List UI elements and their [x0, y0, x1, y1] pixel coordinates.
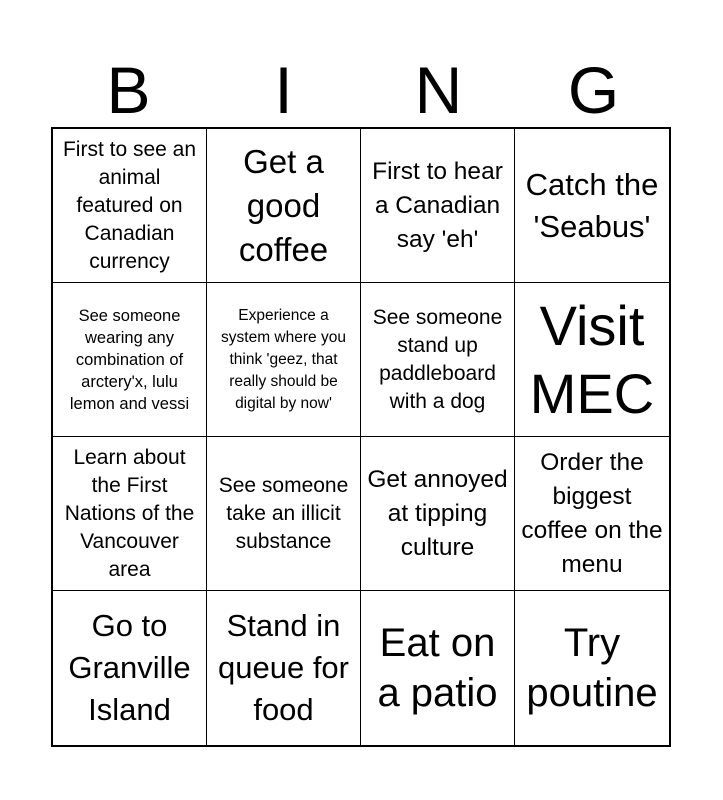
bingo-cell-r4-c2[interactable] [207, 591, 361, 745]
bingo-cell-r3-c2[interactable] [207, 437, 361, 591]
bingo-cell-text: Order the biggest coffee on the menu [521, 448, 663, 578]
bingo-cell-text: Eat on a patio [377, 621, 498, 715]
bingo-cell-r2-c3[interactable] [361, 283, 515, 437]
bingo-cell-r2-c2[interactable] [207, 283, 361, 437]
bingo-cell-text: Go to Granville Island [68, 608, 191, 727]
bingo-cell-text: See someone wearing any combination of arctery'x, lulu lemon and vessi [69, 306, 190, 413]
bingo-cell-text: See someone stand up paddleboard with a dog [372, 305, 503, 413]
bingo-header [51, 52, 671, 128]
bingo-cell-r1-c1[interactable] [53, 129, 207, 283]
bingo-cell-r3-c3[interactable] [361, 437, 515, 591]
bingo-cell-r4-c3[interactable] [361, 591, 515, 745]
bingo-cell-text: See someone take an illicit substance [218, 473, 349, 553]
bingo-cell-text: Experience a system where you think 'geez, that really should be digital by now' [221, 306, 346, 412]
bingo-card-grid [51, 127, 671, 747]
bingo-cell-r3-c1[interactable] [53, 437, 207, 591]
header-letter-b: B [106, 53, 151, 127]
bingo-cell-r2-c1[interactable] [53, 283, 207, 437]
bingo-cell-r4-c4[interactable] [515, 591, 669, 745]
bingo-cell-r1-c4[interactable] [515, 129, 669, 283]
bingo-cell-text: First to hear a Canadian say 'eh' [372, 157, 503, 253]
header-letter-i: I [274, 53, 293, 127]
bingo-cell-text: Get annoyed at tipping culture [367, 465, 508, 561]
bingo-cell-r2-c4[interactable] [515, 283, 669, 437]
bingo-cell-text: Visit MEC [529, 293, 655, 425]
bingo-cell-text: Catch the 'Seabus' [525, 166, 659, 244]
bingo-cell-text: Try poutine [526, 621, 658, 715]
bingo-cell-r1-c2[interactable] [207, 129, 361, 283]
bingo-cell-text: Learn about the First Nations of the Vancouver area [64, 445, 195, 581]
bingo-cell-text: Get a good coffee [238, 142, 329, 268]
bingo-cell-r3-c4[interactable] [515, 437, 669, 591]
header-letter-n: N [414, 53, 463, 127]
bingo-cell-text: Stand in queue for food [218, 608, 349, 727]
bingo-cell-r4-c1[interactable] [53, 591, 207, 745]
bingo-cell-r1-c3[interactable] [361, 129, 515, 283]
bingo-cell-text: First to see an animal featured on Canadian currency [62, 137, 197, 273]
header-letter-g: G [567, 53, 620, 127]
